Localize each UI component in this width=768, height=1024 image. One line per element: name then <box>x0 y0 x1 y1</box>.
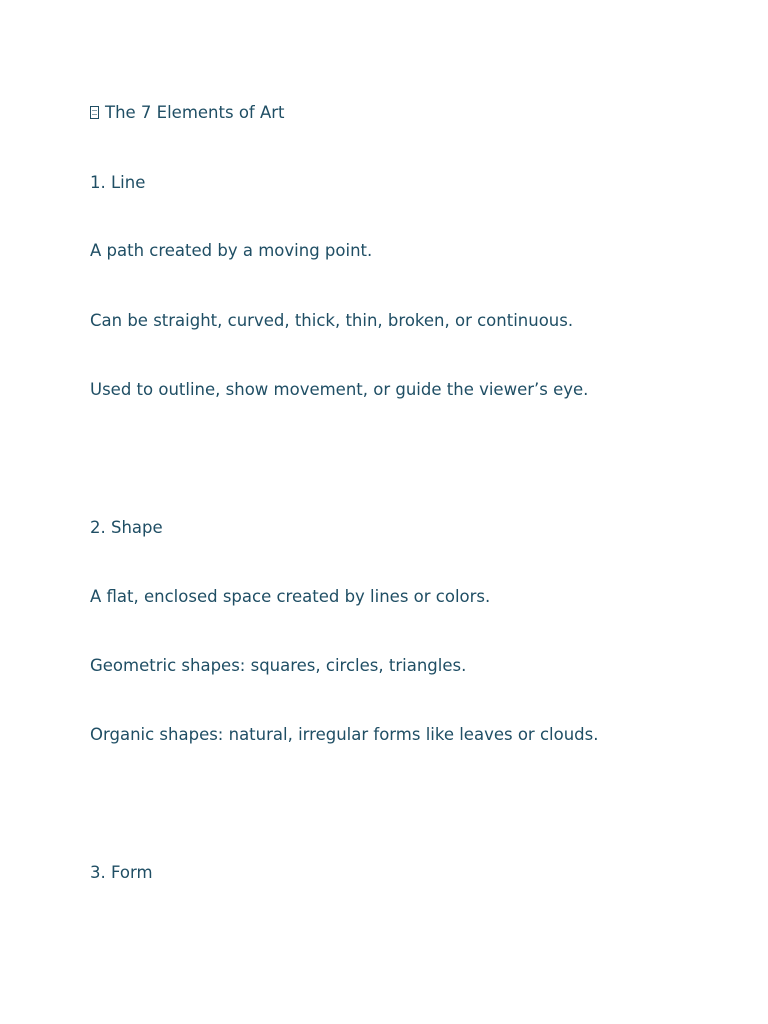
line-uses: Used to outline, show movement, or guide the viewer’s eye. <box>90 380 589 399</box>
section-heading-form: 3. Form <box>90 863 153 882</box>
section-heading-shape: 2. Shape <box>90 518 163 537</box>
shape-definition: A flat, enclosed space created by lines or colors. <box>90 587 491 606</box>
shape-organic: Organic shapes: natural, irregular forms like leaves or clouds. <box>90 725 599 744</box>
missing-glyph-icon <box>90 106 99 119</box>
shape-geometric: Geometric shapes: squares, circles, triangles. <box>90 656 467 675</box>
document-title-line <box>90 103 285 123</box>
line-definition: A path created by a moving point. <box>90 241 373 260</box>
document-title: The 7 Elements of Art <box>105 103 285 122</box>
line-types: Can be straight, curved, thick, thin, broken, or continuous. <box>90 311 574 330</box>
section-heading-line: 1. Line <box>90 173 146 192</box>
